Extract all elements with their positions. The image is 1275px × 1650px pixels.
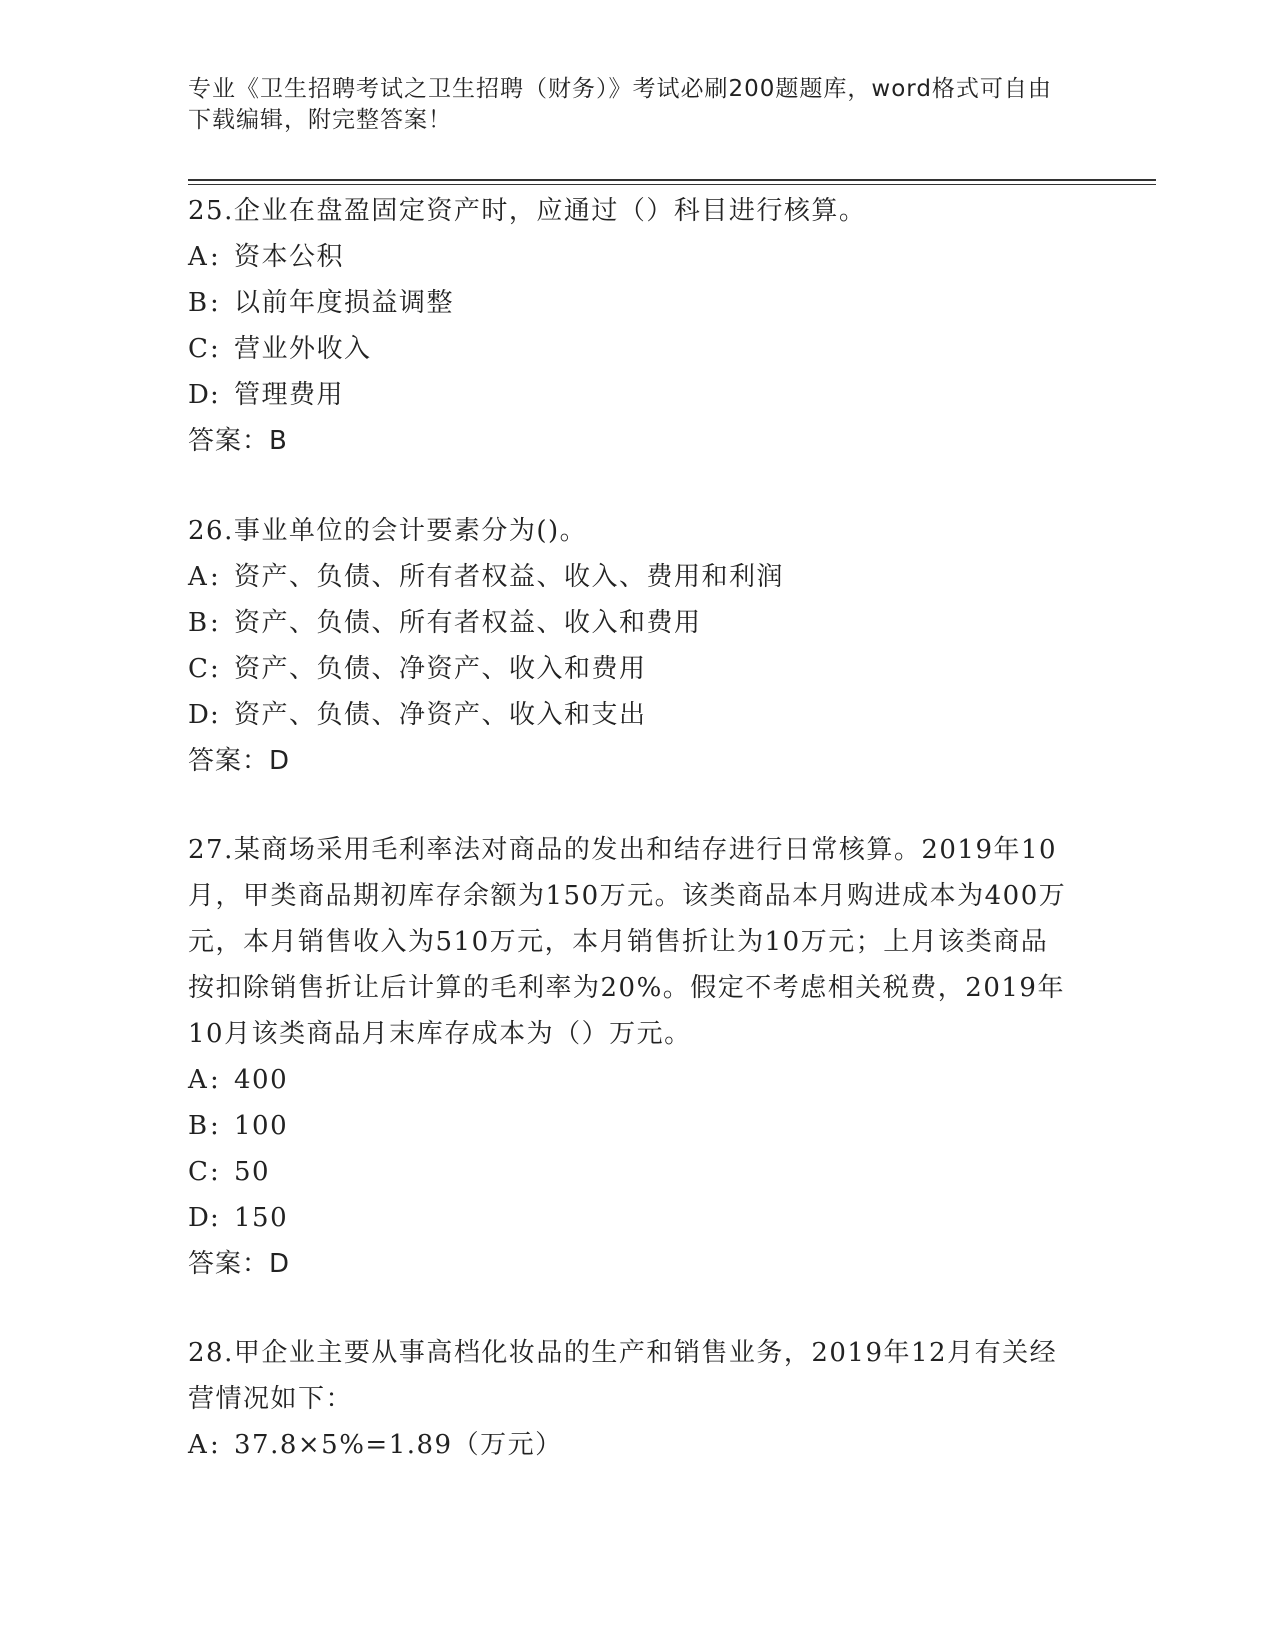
option-text: 400 bbox=[234, 1065, 289, 1095]
answer-line: 答案：D bbox=[188, 1249, 291, 1279]
option-a: A: 400 bbox=[188, 1065, 289, 1095]
header-divider-thick bbox=[188, 179, 1156, 181]
option-text: 资本公积 bbox=[234, 242, 345, 272]
option-c: C: 50 bbox=[188, 1157, 271, 1187]
question-28 bbox=[188, 1330, 1068, 1468]
option-text: 37.8×5%=1.89（万元） bbox=[234, 1430, 563, 1460]
answer-line: 答案：D bbox=[188, 746, 291, 776]
question-stem: 28.甲企业主要从事高档化妆品的生产和销售业务，2019年12月有关经营情况如下： bbox=[188, 1338, 1058, 1414]
question-25 bbox=[188, 188, 1068, 464]
option-b: B: 以前年度损益调整 bbox=[188, 288, 455, 318]
option-text: 以前年度损益调整 bbox=[234, 288, 455, 318]
option-a: A: 资产、负债、所有者权益、收入、费用和利润 bbox=[188, 562, 785, 592]
option-text: 资产、负债、净资产、收入和费用 bbox=[234, 654, 647, 684]
question-stem: 25.企业在盘盈固定资产时，应通过（）科目进行核算。 bbox=[188, 196, 867, 226]
option-text: 资产、负债、净资产、收入和支出 bbox=[234, 700, 647, 730]
document-header: 专业《卫生招聘考试之卫生招聘（财务）》考试必刷200题题库，word格式可自由下载编辑，附完整答案！ bbox=[188, 76, 1052, 133]
header-divider-thin bbox=[188, 184, 1156, 185]
question-stem: 26.事业单位的会计要素分为()。 bbox=[188, 516, 588, 546]
option-c: C: 营业外收入 bbox=[188, 334, 372, 364]
option-a: A: 资本公积 bbox=[188, 242, 345, 272]
option-b: B: 100 bbox=[188, 1111, 289, 1141]
option-text: 100 bbox=[234, 1111, 289, 1141]
option-d: D: 资产、负债、净资产、收入和支出 bbox=[188, 700, 647, 730]
option-text: 管理费用 bbox=[234, 380, 345, 410]
option-b: B: 资产、负债、所有者权益、收入和费用 bbox=[188, 608, 702, 638]
question-26 bbox=[188, 508, 1068, 784]
option-text: 营业外收入 bbox=[234, 334, 372, 364]
option-a: A: 37.8×5%=1.89（万元） bbox=[188, 1430, 563, 1460]
option-text: 50 bbox=[234, 1157, 271, 1187]
question-27 bbox=[188, 827, 1068, 1287]
answer-line: 答案：B bbox=[188, 426, 288, 456]
question-stem: 27.某商场采用毛利率法对商品的发出和结存进行日常核算。2019年10月，甲类商品期初库存余额为150万元。该类商品本月购进成本为400万元，本月销售收入为510万元，本月销售折让为10万元；上月该类商品按扣除销售折让后计算的毛利率为20%。假定不考虑相关税费，2019年10月该类商品月末库存成本为（）万元。 bbox=[188, 835, 1067, 1049]
option-d: D: 管理费用 bbox=[188, 380, 345, 410]
option-text: 150 bbox=[234, 1203, 289, 1233]
option-d: D: 150 bbox=[188, 1203, 289, 1233]
option-c: C: 资产、负债、净资产、收入和费用 bbox=[188, 654, 647, 684]
option-text: 资产、负债、所有者权益、收入、费用和利润 bbox=[234, 562, 785, 592]
option-text: 资产、负债、所有者权益、收入和费用 bbox=[234, 608, 702, 638]
